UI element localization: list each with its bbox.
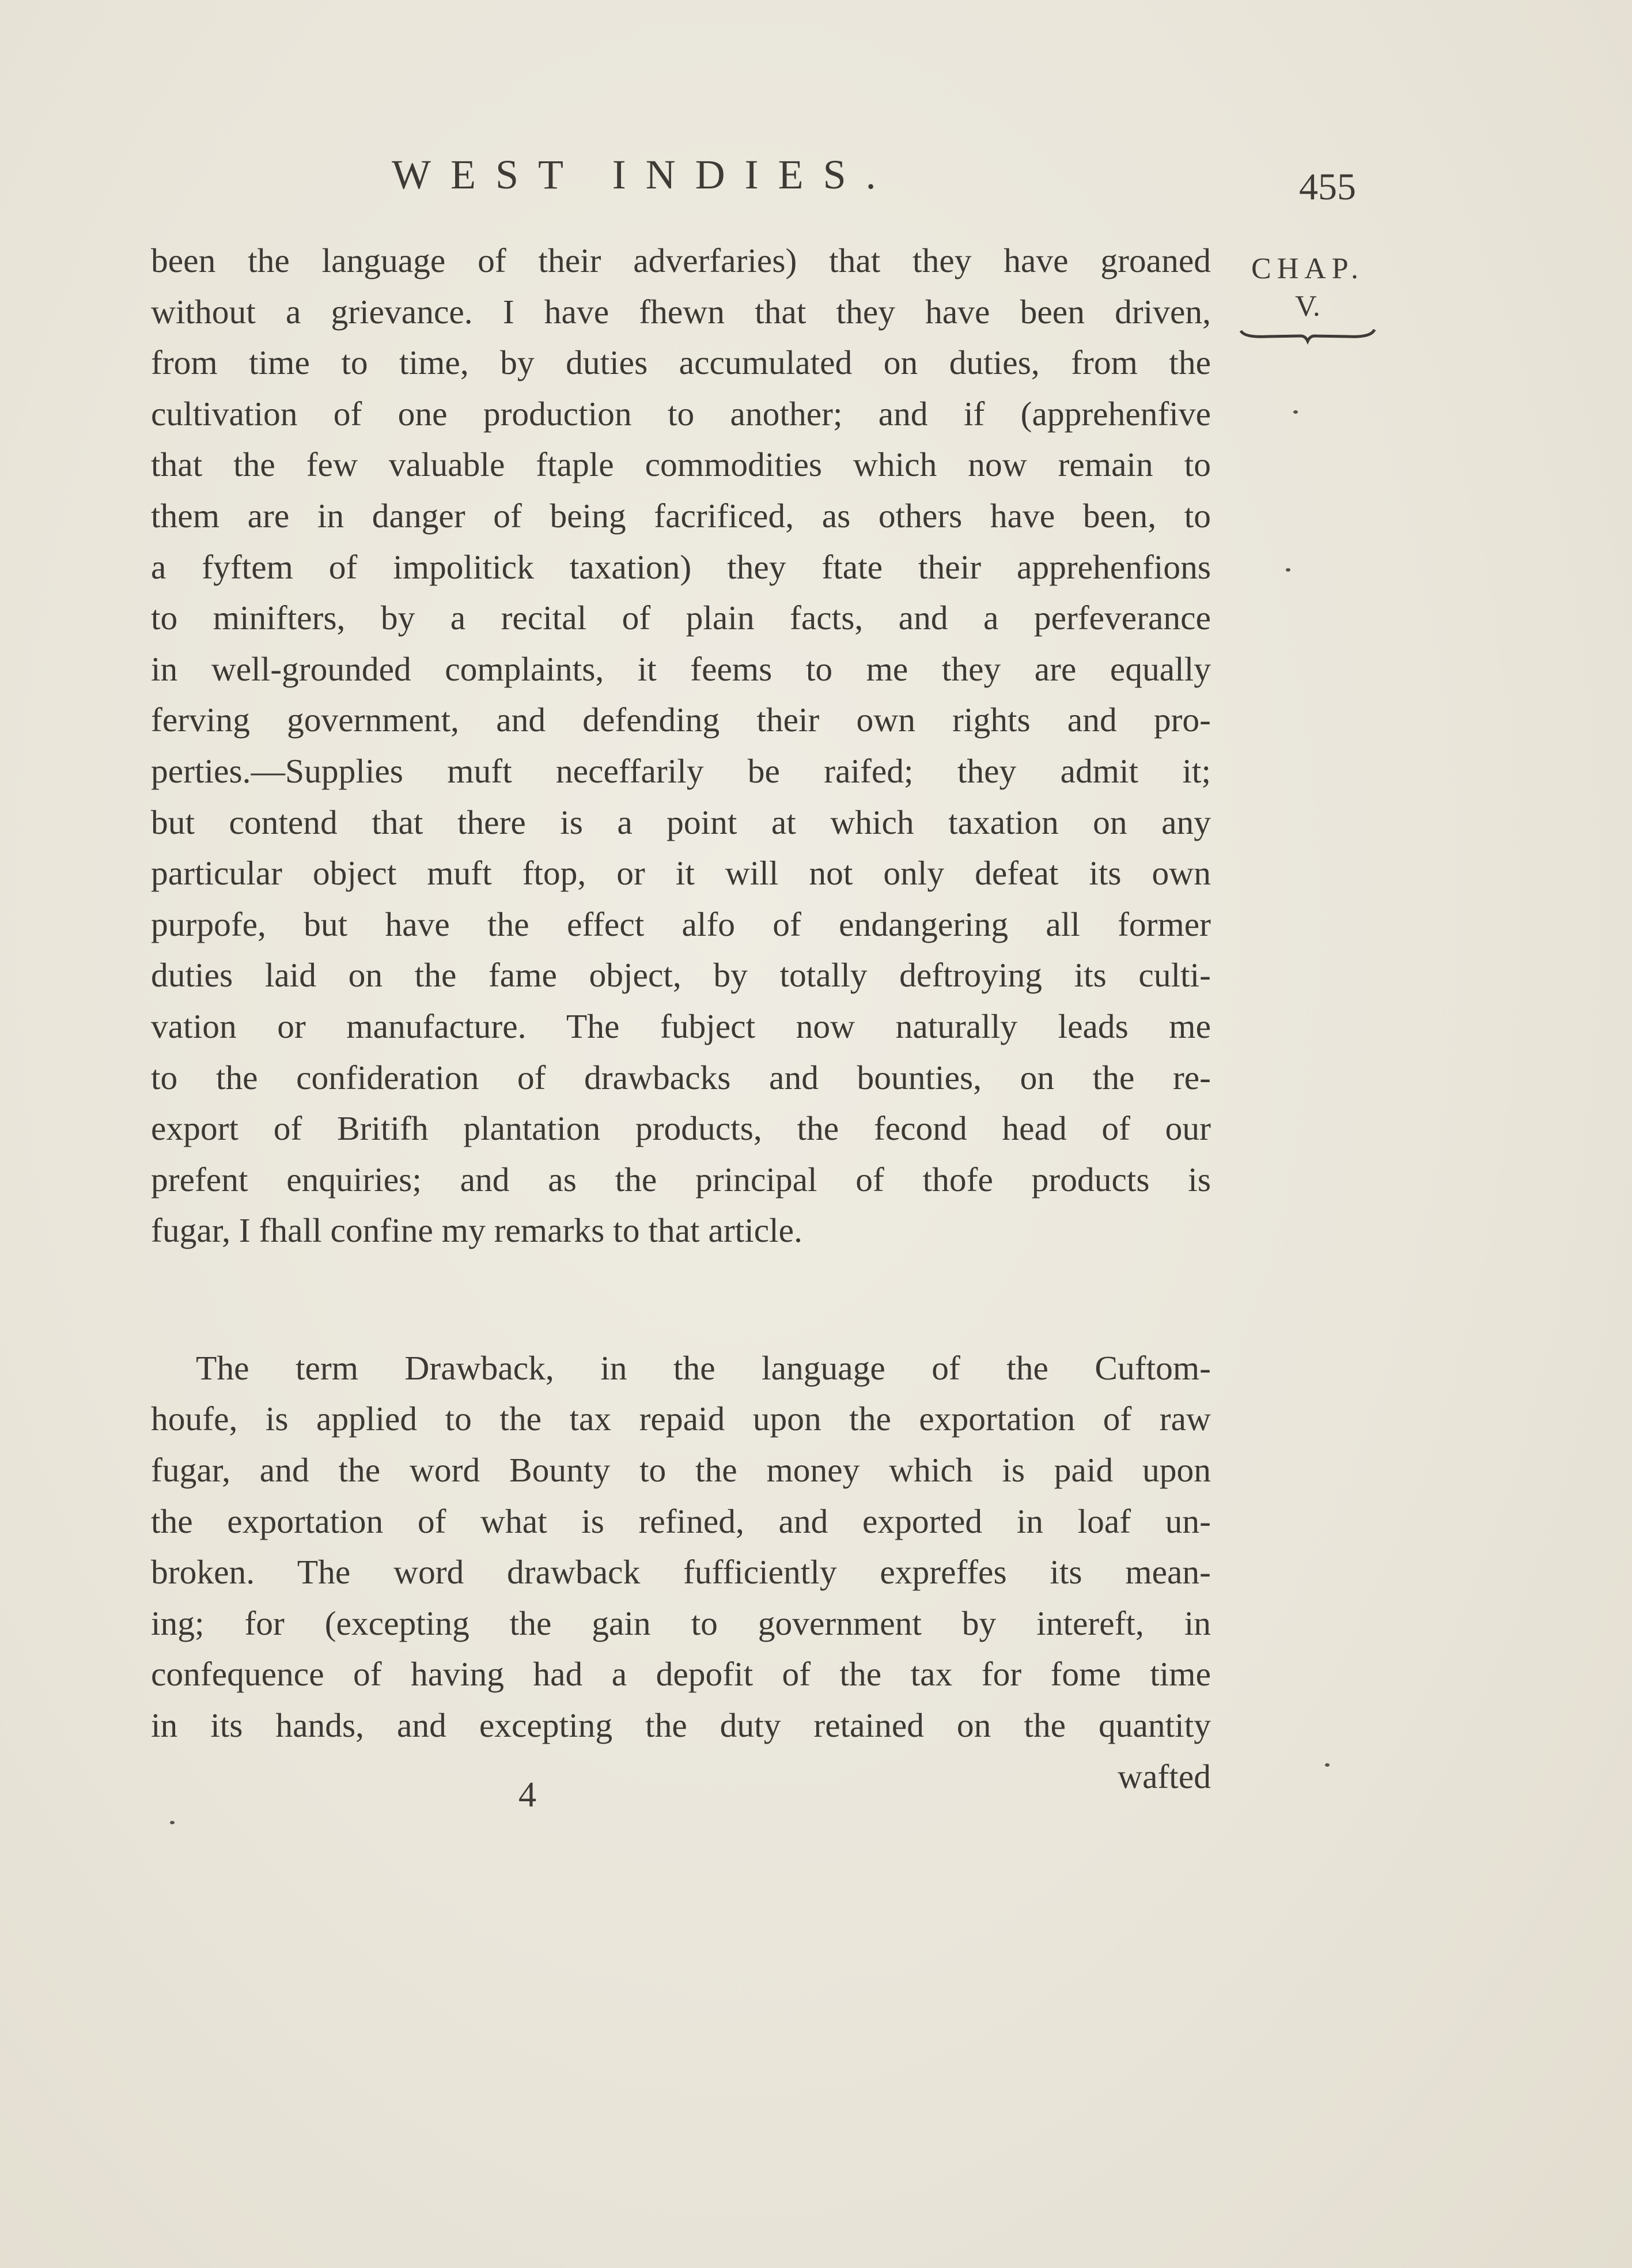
text-line: The term Drawback, in the language of the Cuftom- xyxy=(196,1348,1211,1387)
ink-speck xyxy=(1286,568,1290,572)
text-line: fugar, and the word Bounty to the money which is paid upon xyxy=(151,1451,1211,1490)
text-line: in well-grounded complaints, it feems to me they are equally xyxy=(151,649,1211,688)
text-line: export of Britifh plantation products, the fecond head of our xyxy=(151,1109,1211,1148)
text-line: vation or manufacture. The fubject now naturally leads me xyxy=(151,1007,1211,1045)
text-line: ing; for (excepting the gain to government by intereft, in xyxy=(151,1604,1211,1642)
body-text xyxy=(151,235,1211,1802)
text-line: but contend that there is a point at which taxation on any xyxy=(151,803,1211,841)
page-number: 455 xyxy=(1299,166,1356,208)
text-line: the exportation of what is refined, and exported in loaf un- xyxy=(151,1502,1211,1540)
text-line: to minifters, by a recital of plain facts, and a perfeverance xyxy=(151,599,1211,637)
text-line: a fyftem of impolitick taxation) they ftate their apprehenfions xyxy=(151,547,1211,586)
text-line: from time to time, by duties accumulated on duties, from the xyxy=(151,343,1211,382)
text-line: prefent enquiries; and as the principal of thofe products is xyxy=(151,1160,1211,1199)
text-line: cultivation of one production to another; and if (apprehenfive xyxy=(151,394,1211,433)
paragraph-gap xyxy=(151,1256,1211,1343)
text-line: been the language of their adverfaries) that they have groaned xyxy=(151,241,1211,279)
catchword: wafted xyxy=(1118,1757,1211,1795)
text-line: to the confideration of drawbacks and bounties, on the re- xyxy=(151,1058,1211,1097)
text-line: without a grievance. I have fhewn that they have been driven, xyxy=(151,292,1211,331)
text-line: houfe, is applied to the tax repaid upon the exportation of raw xyxy=(151,1400,1211,1438)
chapter-label: CHAP. xyxy=(1251,252,1364,285)
text-line: broken. The word drawback fufficiently expreffes its mean- xyxy=(151,1553,1211,1592)
brace-ornament-icon xyxy=(1239,327,1377,345)
signature-mark: 4 xyxy=(518,1775,536,1815)
chapter-margin-note xyxy=(1233,249,1383,345)
text-line: perties.—Supplies muft neceffarily be raifed; they admit it; xyxy=(151,751,1211,790)
text-line: duties laid on the fame object, by totally deftroying its culti- xyxy=(151,956,1211,995)
ink-speck xyxy=(1293,410,1298,414)
text-line: ferving government, and defending their own rights and pro- xyxy=(151,701,1211,739)
text-line: in its hands, and excepting the duty retained on the quantity xyxy=(151,1706,1211,1745)
running-title: WEST INDIES. xyxy=(392,152,896,198)
ink-speck xyxy=(170,1821,175,1824)
text-line: them are in danger of being facrificed, as others have been, to xyxy=(151,496,1211,535)
text-line: that the few valuable ftaple commodities which now remain to xyxy=(151,445,1211,484)
ink-speck xyxy=(1325,1763,1330,1767)
text-line: confequence of having had a depofit of the tax for fome time xyxy=(151,1655,1211,1694)
chapter-number: V. xyxy=(1295,290,1320,323)
text-line: purpofe, but have the effect alfo of endangering all former xyxy=(151,905,1211,943)
text-line: particular object muft ftop, or it will not only defeat its own xyxy=(151,854,1211,893)
text-line: fugar, I fhall confine my remarks to that article. xyxy=(151,1211,802,1250)
